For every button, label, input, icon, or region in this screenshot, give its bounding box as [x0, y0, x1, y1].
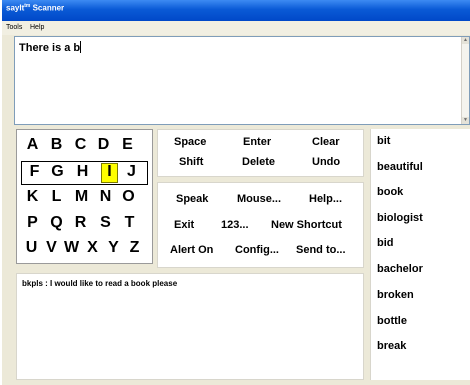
letter-key[interactable]: A: [26, 136, 39, 153]
menu-tools[interactable]: Tools: [6, 24, 23, 31]
letter-key[interactable]: L: [51, 188, 62, 205]
undo-button[interactable]: Undo: [312, 156, 341, 168]
letter-key[interactable]: K: [26, 188, 39, 205]
letter-key[interactable]: R: [74, 214, 87, 231]
letter-key[interactable]: W: [63, 239, 80, 256]
letter-key[interactable]: S: [100, 214, 111, 231]
title-trademark: tm: [24, 3, 31, 9]
menu-help[interactable]: Help: [30, 24, 45, 31]
letter-key[interactable]: D: [97, 136, 110, 153]
letter-key[interactable]: P: [27, 214, 38, 231]
word-prediction-list: [370, 129, 470, 380]
prediction-item[interactable]: break: [377, 340, 407, 352]
letter-key[interactable]: J: [127, 163, 136, 180]
letter-key[interactable]: C: [74, 136, 87, 153]
editor-text: There is a b: [19, 42, 81, 54]
letter-row-5: [17, 238, 154, 260]
scroll-up-icon[interactable]: ▲: [463, 37, 468, 43]
shift-button[interactable]: Shift: [179, 156, 204, 168]
letter-key[interactable]: N: [99, 188, 112, 205]
letter-row-3: [17, 187, 154, 209]
text-caret: [80, 41, 81, 53]
menu-bar: [2, 21, 470, 35]
title-prefix: sayIt: [6, 3, 25, 13]
shortcut-log-text: bkpls : I would like to read a book please: [22, 279, 178, 288]
speak-button[interactable]: Speak: [176, 193, 209, 205]
exit-button[interactable]: Exit: [174, 219, 195, 231]
edit-command-panel: [157, 129, 364, 177]
letter-key[interactable]: Y: [108, 239, 119, 256]
editor-scrollbar[interactable]: [461, 37, 469, 124]
help-button[interactable]: Help...: [309, 193, 343, 205]
editor-text-line: [19, 41, 81, 54]
letter-key[interactable]: U: [25, 239, 38, 256]
prediction-item[interactable]: bachelor: [377, 263, 423, 275]
letter-key[interactable]: B: [50, 136, 63, 153]
clear-button[interactable]: Clear: [312, 136, 340, 148]
letter-row-1: [17, 135, 154, 157]
prediction-item[interactable]: bid: [377, 237, 394, 249]
prediction-item[interactable]: beautiful: [377, 161, 423, 173]
letter-key[interactable]: H: [76, 163, 89, 180]
config-button[interactable]: Config...: [235, 244, 279, 256]
shortcut-log[interactable]: [16, 273, 364, 380]
letter-key[interactable]: O: [122, 188, 135, 205]
mouse-button[interactable]: Mouse...: [237, 193, 282, 205]
letter-key[interactable]: T: [124, 214, 135, 231]
prediction-item[interactable]: book: [377, 186, 404, 198]
text-editor[interactable]: [14, 36, 470, 125]
letter-row-2: [17, 162, 154, 184]
numbers-button[interactable]: 123...: [221, 219, 249, 231]
title-bar: [2, 0, 470, 21]
letter-key[interactable]: E: [122, 136, 133, 153]
alert-on-button[interactable]: Alert On: [170, 244, 214, 256]
delete-button[interactable]: Delete: [242, 156, 276, 168]
title-suffix: Scanner: [30, 3, 65, 13]
prediction-item[interactable]: bottle: [377, 315, 407, 327]
letter-key[interactable]: Z: [129, 239, 140, 256]
enter-button[interactable]: Enter: [243, 136, 272, 148]
letter-key[interactable]: M: [74, 188, 89, 205]
prediction-item[interactable]: biologist: [377, 212, 423, 224]
prediction-item[interactable]: bit: [377, 135, 391, 147]
action-command-panel: [157, 182, 364, 268]
letter-row-4: [17, 213, 154, 235]
letter-grid: [16, 129, 153, 264]
new-shortcut-button[interactable]: New Shortcut: [271, 219, 342, 231]
letter-key[interactable]: V: [46, 239, 57, 256]
scroll-down-icon[interactable]: ▼: [463, 117, 468, 123]
letter-key[interactable]: F: [29, 163, 40, 180]
app-window: [2, 0, 470, 385]
space-button[interactable]: Space: [174, 136, 207, 148]
prediction-item[interactable]: broken: [377, 289, 414, 301]
letter-key-selected[interactable]: I: [107, 163, 112, 180]
letter-key[interactable]: Q: [50, 214, 63, 231]
letter-key[interactable]: X: [87, 239, 98, 256]
send-to-button[interactable]: Send to...: [296, 244, 346, 256]
letter-key[interactable]: G: [51, 163, 64, 180]
